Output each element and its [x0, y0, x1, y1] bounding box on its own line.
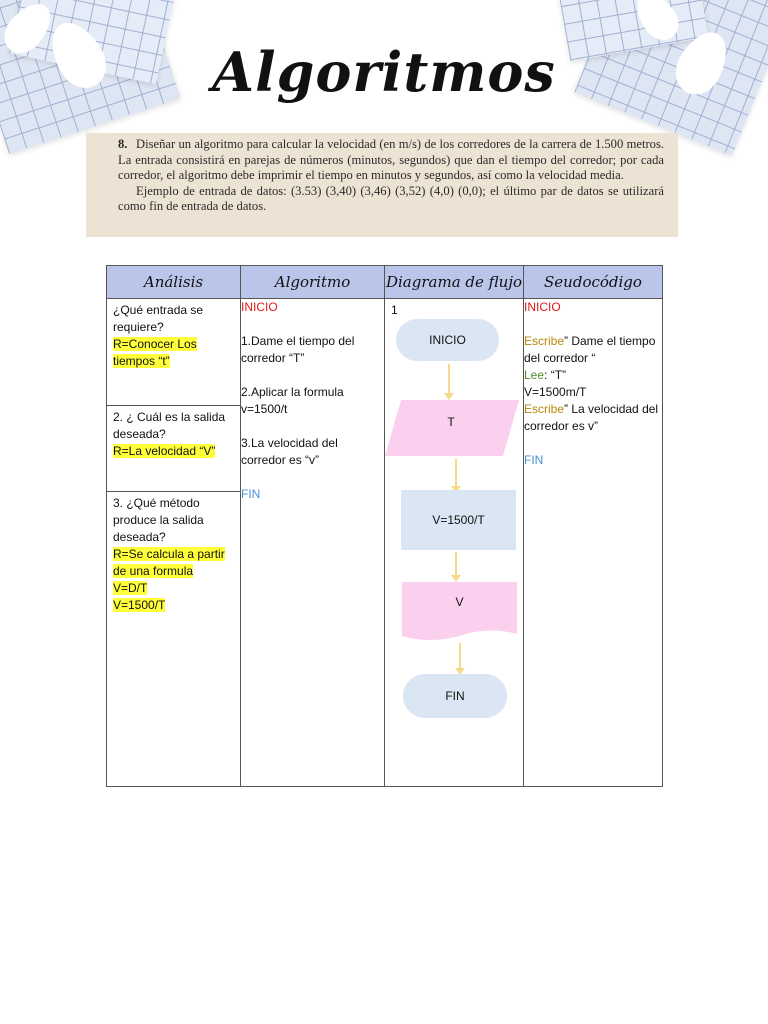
page-title: Algoritmos: [212, 40, 556, 104]
algoritmo-start: INICIO: [241, 300, 278, 314]
seudo-line-1: [524, 333, 662, 367]
analisis-question-3: 3. ¿Qué método produce la salida deseada?: [113, 496, 204, 544]
analisis-formula-1: V=D/T: [113, 581, 148, 595]
analisis-question-1: ¿Qué entrada se requiere?: [113, 303, 204, 334]
seudo-end: FIN: [524, 453, 544, 467]
analisis-block-3: [107, 492, 240, 784]
algoritmo-step-1: 1.Dame el tiempo del corredor “T”: [241, 334, 355, 365]
flow-arrow-4: [459, 643, 461, 669]
header-algoritmo: Algoritmo: [241, 266, 385, 299]
header-seudocodigo: Seudocódigo: [524, 266, 663, 299]
algoritmo-step-2: 2.Aplicar la formula v=1500/t: [241, 385, 344, 416]
problem-paragraph-2: Ejemplo de entrada de datos: (3.53) (3,40) (3,46) (3,52) (4,0) (0,0); el último par de datos se utilizará como fin de entrada de datos.: [118, 183, 664, 213]
algorithm-table: [106, 265, 663, 787]
analisis-block-2: [107, 406, 240, 492]
seudo-line-2: [524, 401, 662, 435]
flow-arrow-3: [455, 552, 457, 576]
flow-output-label: V: [455, 594, 464, 609]
problem-paragraph-1: Diseñar un algoritmo para calcular la velocidad (en m/s) de los corredores de la carrera de 1.500 metros. La entrada consistirá en parejas de números (minutos, segundos) que dan el tiempo del corredor; por cada corredor, el algoritmo debe imprimir el tiempo en minutos y segundos, así como la velocidad media.: [118, 137, 664, 182]
analisis-answer-3: R=Se calcula a partir de una formula: [113, 547, 225, 578]
diagrama-cell: [385, 299, 524, 787]
seudo-text-lee: : “T”: [544, 368, 567, 382]
table-body-row: [107, 299, 663, 787]
seudo-line-lee: [524, 367, 662, 384]
header-diagrama: Diagrama de flujo: [385, 266, 524, 299]
problem-statement: [86, 133, 678, 237]
analisis-answer-2: R=La velocidad “V”: [113, 444, 216, 458]
seudocodigo-cell: [524, 299, 663, 787]
seudo-start: INICIO: [524, 300, 561, 314]
flow-input-label: T: [447, 414, 455, 429]
analisis-question-2: 2. ¿ Cuál es la salida deseada?: [113, 410, 226, 441]
analisis-answer-1: R=Conocer Los tiempos “t”: [113, 337, 197, 368]
flowchart-number: 1: [391, 303, 398, 317]
algoritmo-step-3: 3.La velocidad del corredor es “v”: [241, 436, 338, 467]
seudo-text-1: ” Dame el tiempo del corredor “: [524, 334, 656, 365]
seudo-keyword-escribe-2: Escribe: [524, 402, 565, 416]
analisis-block-1: [107, 299, 240, 406]
seudo-keyword-escribe-1: Escribe: [524, 334, 565, 348]
analisis-cell: [107, 299, 241, 787]
analisis-formula-2: V=1500/T: [113, 598, 166, 612]
flow-arrow-2: [455, 459, 457, 487]
flow-process-box: V=1500/T: [401, 490, 516, 550]
table-header-row: [107, 266, 663, 299]
header-analisis: Análisis: [107, 266, 241, 299]
flow-start-terminal: INICIO: [396, 319, 499, 361]
flowchart: [385, 299, 523, 786]
seudo-formula: V=1500m/T: [524, 385, 587, 399]
problem-number: 8.: [118, 137, 128, 151]
flow-arrow-1: [448, 364, 450, 394]
algoritmo-end: FIN: [241, 487, 261, 501]
algoritmo-cell: [241, 299, 385, 787]
seudo-text-2: ” La velocidad del corredor es v”: [524, 402, 659, 433]
flow-end-terminal: FIN: [403, 674, 507, 718]
seudo-keyword-lee: Lee: [524, 368, 545, 382]
